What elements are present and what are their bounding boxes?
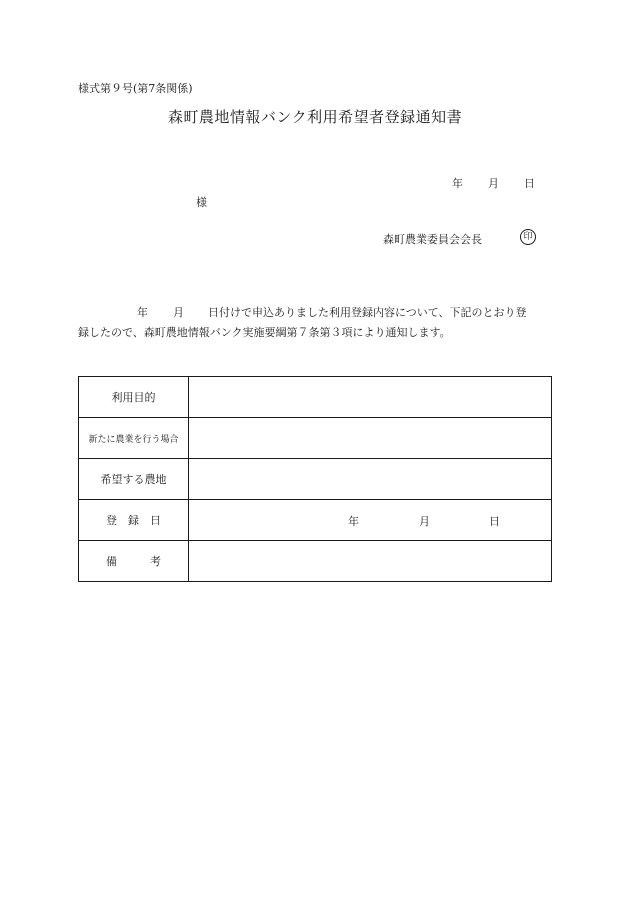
issue-date-day: 日: [524, 177, 535, 190]
seal-mark: 印: [520, 229, 536, 245]
desired-land-label: 希望する農地: [79, 459, 189, 500]
table-row: [79, 500, 552, 541]
body-text-line1: 日付けで申込ありました利用登録内容について、下記のとおり登: [208, 306, 527, 319]
purpose-field[interactable]: [189, 377, 552, 418]
sender-name: 森町農業委員会会長: [383, 233, 482, 246]
new-farming-field[interactable]: [189, 418, 552, 459]
remarks-field[interactable]: [189, 541, 552, 582]
table-row: [79, 377, 552, 418]
remarks-label: 備 考: [79, 541, 189, 582]
body-text-line2: 録したので、森町農地情報バンク実施要綱第７条第３項により通知します。: [78, 326, 451, 339]
registration-date-month: 月: [419, 515, 430, 528]
registration-date-year: 年: [348, 515, 359, 528]
body-month: 月: [173, 306, 184, 319]
purpose-label: 利用目的: [79, 377, 189, 418]
registration-date-day: 日: [489, 515, 500, 528]
desired-land-field[interactable]: [189, 459, 552, 500]
addressee-suffix: 様: [196, 196, 207, 209]
form-number: 様式第９号(第7条関係): [78, 82, 193, 95]
new-farming-label: 新たに農業を行う場合: [79, 418, 189, 459]
table-row: [79, 418, 552, 459]
registration-date-label: 登 録 日: [79, 500, 189, 541]
issue-date-month: 月: [488, 177, 499, 190]
issue-date-year: 年: [452, 177, 463, 190]
body-year: 年: [137, 306, 148, 319]
table-row: [79, 541, 552, 582]
document-title: 森町農地情報バンク利用希望者登録通知書: [167, 108, 463, 126]
registration-date-field[interactable]: [189, 500, 552, 541]
table-row: [79, 459, 552, 500]
registration-table: [78, 376, 552, 582]
